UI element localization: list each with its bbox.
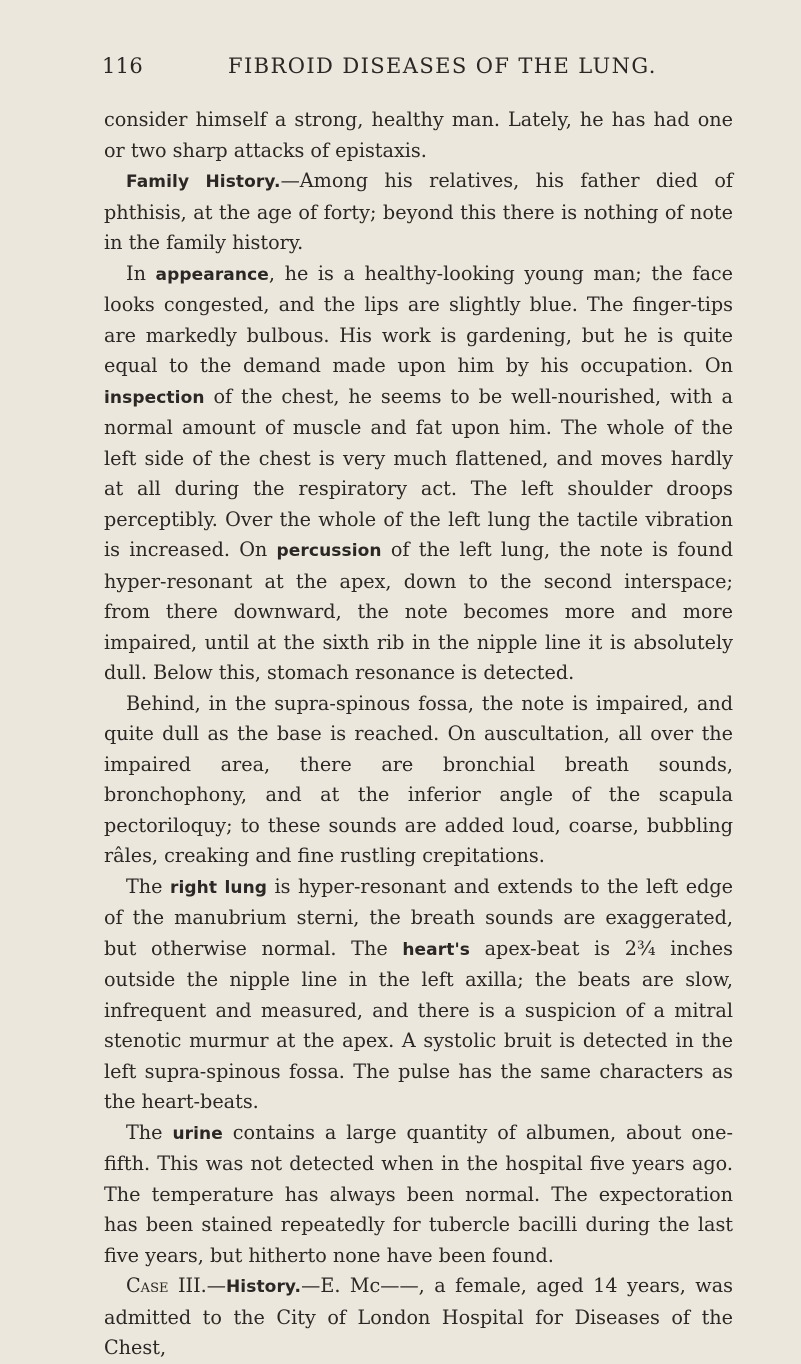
body-text: [104, 105, 733, 1364]
text-segment: —Among his relatives, his father died of phthisis, at the age of forty; beyond this there is nothing of note in the family history.: [104, 169, 733, 254]
paragraph: [104, 1118, 733, 1272]
keyword-heading: History.: [225, 1277, 302, 1297]
keyword-heading: heart's: [402, 939, 470, 960]
paragraph: [104, 105, 733, 166]
keyword-heading: Family History.: [126, 172, 281, 192]
paragraph: [104, 166, 733, 259]
text-segment: of the left lung, the note is found hyper-resonant at the apex, down to the second interspace; from there downward, the note becomes more and more impaired, until at the sixth rib in the nipple line it is absolutely dull. Below this, stomach resonance is detected.: [104, 538, 733, 684]
paragraph: [104, 1271, 733, 1364]
text-segment: —: [206, 1274, 226, 1297]
page-header: [104, 50, 733, 90]
text-segment: apex-beat is 2¾ inches outside the nipple line in the left axilla; the beats are slow, infrequent and measured, and there is a suspicion of a mitral stenotic murmur at the apex. A systolic bruit is detected in the left supra-spinous fossa. The pulse has the same characters as the heart-beats.: [104, 936, 733, 1113]
text-segment: , he is a healthy-looking young man; the face looks congested, and the lips are slightly blue. The finger-tips are markedly bulbous. His work is gardening, but he is quite equal to the demand made upon him by his occupation. On: [104, 261, 733, 377]
case-label: Case III.: [126, 1274, 207, 1297]
keyword-heading: urine: [172, 1123, 223, 1144]
text-segment: of the chest, he seems to be well-nourished, with a normal amount of muscle and fat upon him. The whole of the left side of the chest is very much flattened, and moves hardly at all during the respiratory act. The left shoulder droops perceptibly. Over the whole of the left lung the tactile vibration is increased. On: [104, 384, 733, 561]
keyword-heading: right lung: [169, 877, 268, 898]
paragraph: [104, 689, 733, 872]
text-segment: —E. Mc——, a female, aged 14 years, was admitted to the City of London Hospital for Diseases of the Chest,: [104, 1274, 733, 1359]
paragraph: [104, 872, 733, 1118]
text-segment: The: [126, 1120, 173, 1144]
keyword-heading: percussion: [276, 541, 382, 561]
text-segment: In: [126, 261, 156, 285]
keyword-heading: appearance: [155, 264, 269, 285]
page-number: 116: [102, 54, 143, 78]
text-segment: consider himself a strong, healthy man. Lately, he has had one or two sharp attacks of epistaxis.: [104, 108, 733, 162]
paragraph: [104, 259, 733, 689]
text-segment: Behind, in the supra-spinous fossa, the note is impaired, and quite dull as the base is reached. On auscultation, all over the impaired area, there are bronchial breath sounds, bronchophony, and at the inferior angle of the scapula pectoriloquy; to these sounds are added loud, coarse, bubbling râles, creaking and fine rustling crepitations.: [104, 691, 733, 867]
running-head: FIBROID DISEASES OF THE LUNG.: [228, 54, 657, 78]
text-segment: is hyper-resonant and extends to the left edge of the manubrium sterni, the breath sounds are exaggerated, but otherwise normal. The: [104, 874, 733, 960]
text-segment: contains a large quantity of albumen, about one-fifth. This was not detected when in the hospital five years ago. The temperature has always been normal. The expectoration has been stained repeatedly for tubercle bacilli during the last five years, but hitherto none have been found.: [104, 1120, 733, 1267]
keyword-heading: inspection: [104, 387, 205, 408]
text-segment: The: [126, 874, 170, 898]
